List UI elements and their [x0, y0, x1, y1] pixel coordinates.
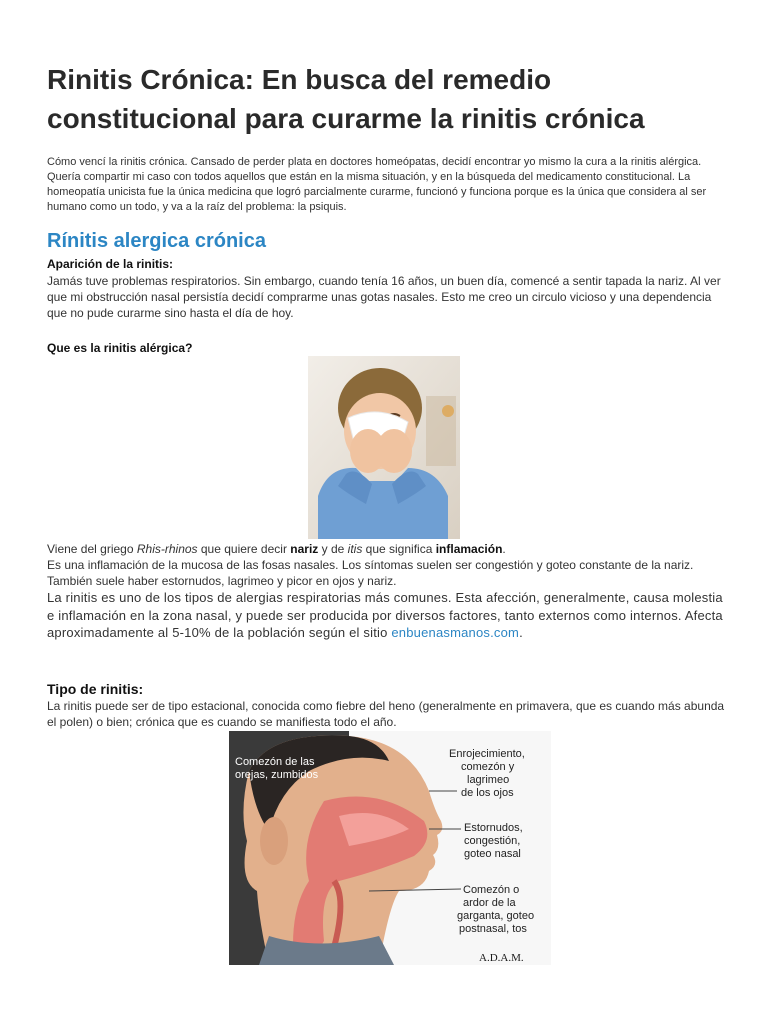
label-eyes-line3: lagrimeo [467, 774, 510, 786]
label-ears-line2: orejas, zumbidos [235, 769, 319, 781]
label-ears-line1: Comezón de las [235, 756, 315, 768]
paragraph-definition: Es una inflamación de la mucosa de las fosas nasales. Los síntomas suelen ser congestión y goteo constante de la nariz. También suele haber estornudos, lagrimeo y picor en ojos y nariz. [47, 558, 694, 588]
label-eyes-line4: de los ojos [461, 787, 514, 799]
paragraph-greek: Viene del griego Rhis-rhinos que quiere decir nariz y de itis que significa inflamación. [47, 542, 506, 556]
subheading-aparicion: Aparición de la rinitis: [47, 257, 174, 271]
label-eyes-line2: comezón y [461, 761, 515, 773]
section-heading: Rínitis alergica crónica [47, 230, 266, 252]
label-throat-line3: garganta, goteo [457, 910, 535, 922]
paragraph-aparicion: Jamás tuve problemas respiratorios. Sin embargo, cuando tenía 16 años, un buen día, comencé a sentir tapada la nariz. Al ver que mi obstrucción nasal persistía decidí comprarme unas gotas nasales. Esto me creo un circulo vicioso y una dependencia que no pude curarme sino hasta el día de hoy. [47, 274, 721, 320]
paragraph-tipo: La rinitis puede ser de tipo estacional, conocida como fiebre del heno (generalmente en primavera, que es cuando más abunda el polen) o bien; crónica que es cuando se manifiesta todo el año. [47, 699, 725, 729]
subheading-tipo: Tipo de rinitis: [47, 681, 144, 697]
page-title: Rinitis Crónica: En busca del remedio constitucional para curarme la rinitis crónica [47, 64, 645, 134]
paragraph-statistics: La rinitis es uno de los tipos de alergias respiratorias más comunes. Esta afección, generalmente, causa molestia e inflamación en la zona nasal, y puede ser producida por diversos factores, tanto externos como internos. Afecta aproximadamente al 5-10% de la población según el sitio enbuenasmanos.com. [47, 590, 723, 640]
subheading-que-es: Que es la rinitis alérgica? [47, 341, 193, 355]
child-sneezing-photo [308, 356, 460, 539]
label-eyes-line1: Enrojecimiento, [449, 748, 525, 760]
source-link[interactable]: enbuenasmanos.com [391, 625, 520, 640]
label-nose-line2: congestión, [464, 835, 521, 847]
rhinitis-symptoms-diagram [229, 731, 551, 965]
label-nose-line3: goteo nasal [464, 848, 521, 860]
intro-paragraph: Cómo vencí la rinitis crónica. Cansado de perder plata en doctores homeópatas, decidí encontrar yo mismo la cura a la rinitis alérgica. Quería compartir mi caso con todos aquellos que están en la misma situación, y en la búsqueda del medicamento constitucional. La homeopatía unicista fue la única medicina que logró parcialmente curarme, funcionó y funciona porque es la única que considera al ser humano como un todo, y va a la raíz del problema: la psiquis. [47, 156, 707, 213]
label-throat-line4: postnasal, tos [459, 923, 527, 935]
label-throat-line1: Comezón o [463, 884, 520, 896]
label-nose-line1: Estornudos, [464, 822, 523, 834]
adam-brand-logo: A.D.A.M. [479, 952, 524, 964]
label-throat-line2: ardor de la [463, 897, 516, 909]
